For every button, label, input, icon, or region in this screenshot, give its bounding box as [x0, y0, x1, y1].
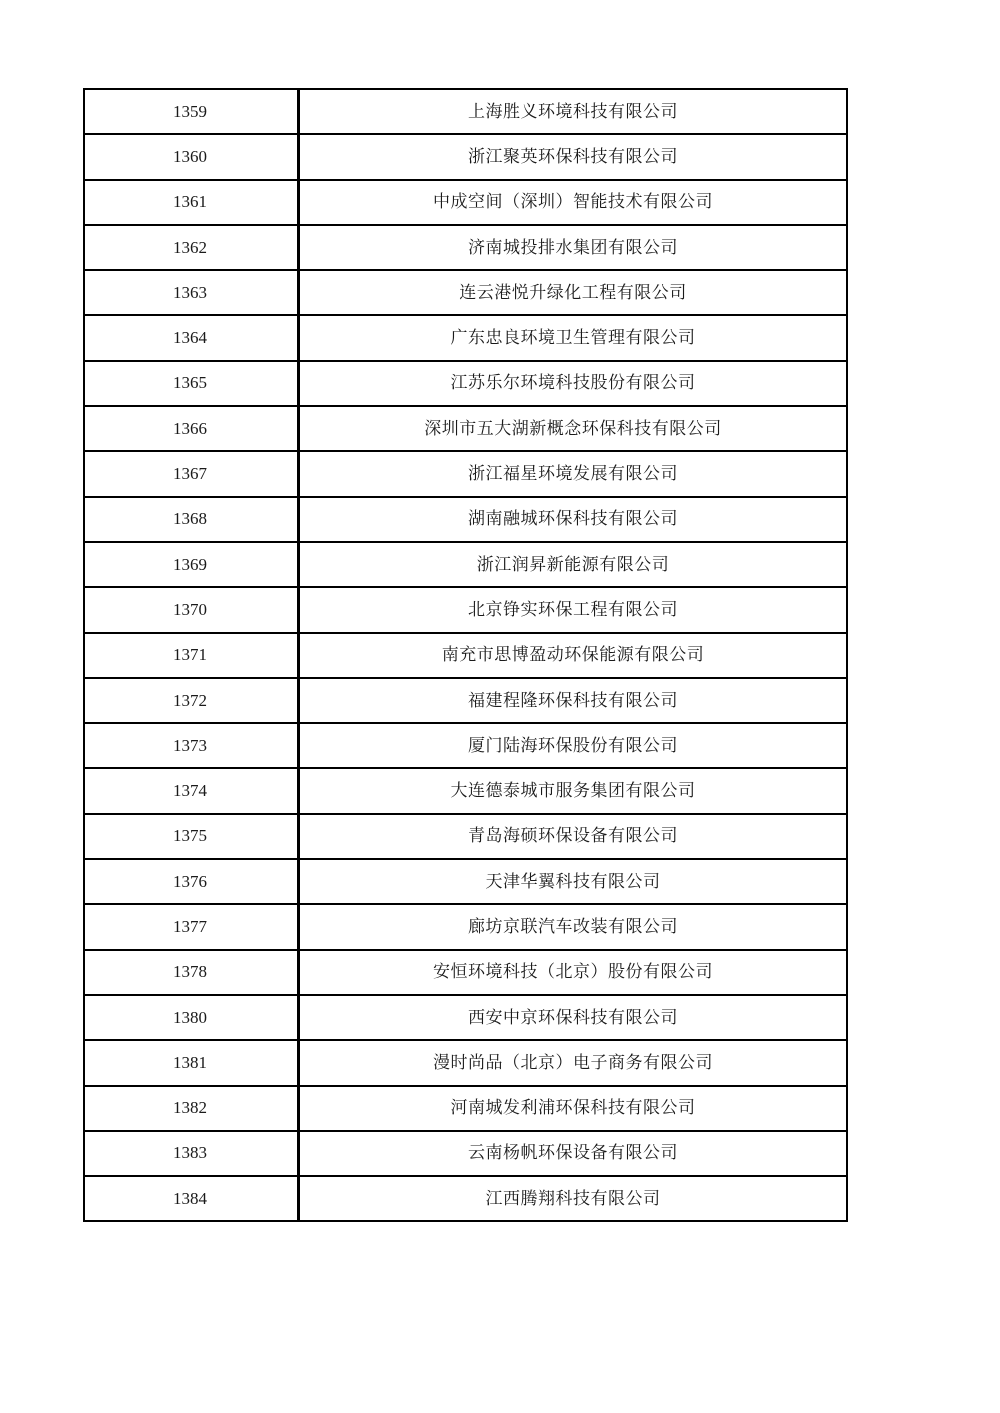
row-number: 1359 [84, 89, 299, 134]
company-name: 济南城投排水集团有限公司 [299, 225, 848, 270]
table-row [84, 1176, 847, 1221]
row-number: 1376 [84, 859, 299, 904]
company-name: 大连德泰城市服务集团有限公司 [299, 768, 848, 813]
table-row [84, 678, 847, 723]
row-number: 1365 [84, 361, 299, 406]
company-name: 中成空间（深圳）智能技术有限公司 [299, 180, 848, 225]
row-number: 1374 [84, 768, 299, 813]
company-name: 安恒环境科技（北京）股份有限公司 [299, 950, 848, 995]
row-number: 1382 [84, 1086, 299, 1131]
table-row [84, 950, 847, 995]
table-row [84, 1086, 847, 1131]
row-number: 1381 [84, 1040, 299, 1085]
company-name: 浙江聚英环保科技有限公司 [299, 134, 848, 179]
row-number: 1375 [84, 814, 299, 859]
row-number: 1380 [84, 995, 299, 1040]
row-number: 1383 [84, 1131, 299, 1176]
table-row [84, 134, 847, 179]
table-row [84, 315, 847, 360]
company-name: 南充市思博盈动环保能源有限公司 [299, 633, 848, 678]
company-name: 北京铮实环保工程有限公司 [299, 587, 848, 632]
row-number: 1360 [84, 134, 299, 179]
row-number: 1377 [84, 904, 299, 949]
company-name: 福建程隆环保科技有限公司 [299, 678, 848, 723]
table-row [84, 180, 847, 225]
row-number: 1384 [84, 1176, 299, 1221]
table-body [84, 89, 847, 1221]
table-row [84, 859, 847, 904]
table-row [84, 89, 847, 134]
row-number: 1369 [84, 542, 299, 587]
row-number: 1366 [84, 406, 299, 451]
company-name: 河南城发利浦环保科技有限公司 [299, 1086, 848, 1131]
table-row [84, 542, 847, 587]
row-number: 1372 [84, 678, 299, 723]
company-name: 广东忠良环境卫生管理有限公司 [299, 315, 848, 360]
company-name: 云南杨帆环保设备有限公司 [299, 1131, 848, 1176]
table-row [84, 1040, 847, 1085]
company-name: 连云港悦升绿化工程有限公司 [299, 270, 848, 315]
company-name: 江西腾翔科技有限公司 [299, 1176, 848, 1221]
table-row [84, 361, 847, 406]
company-name: 上海胜义环境科技有限公司 [299, 89, 848, 134]
company-name: 江苏乐尔环境科技股份有限公司 [299, 361, 848, 406]
table-row [84, 904, 847, 949]
company-name: 深圳市五大湖新概念环保科技有限公司 [299, 406, 848, 451]
table-row [84, 225, 847, 270]
row-number: 1371 [84, 633, 299, 678]
row-number: 1378 [84, 950, 299, 995]
table-row [84, 270, 847, 315]
row-number: 1364 [84, 315, 299, 360]
table-row [84, 1131, 847, 1176]
row-number: 1362 [84, 225, 299, 270]
company-name: 青岛海硕环保设备有限公司 [299, 814, 848, 859]
row-number: 1368 [84, 497, 299, 542]
table-row [84, 497, 847, 542]
row-number: 1367 [84, 451, 299, 496]
company-name: 浙江福星环境发展有限公司 [299, 451, 848, 496]
row-number: 1373 [84, 723, 299, 768]
company-name: 湖南融城环保科技有限公司 [299, 497, 848, 542]
table-row [84, 587, 847, 632]
company-name: 廊坊京联汽车改装有限公司 [299, 904, 848, 949]
row-number: 1361 [84, 180, 299, 225]
table-row [84, 633, 847, 678]
company-name: 厦门陆海环保股份有限公司 [299, 723, 848, 768]
row-number: 1363 [84, 270, 299, 315]
company-name: 天津华翼科技有限公司 [299, 859, 848, 904]
company-list-table [83, 88, 848, 1222]
table-row [84, 406, 847, 451]
company-name: 漫时尚品（北京）电子商务有限公司 [299, 1040, 848, 1085]
row-number: 1370 [84, 587, 299, 632]
table-row [84, 768, 847, 813]
table-row [84, 723, 847, 768]
table-row [84, 451, 847, 496]
table-row [84, 995, 847, 1040]
table-row [84, 814, 847, 859]
company-name: 西安中京环保科技有限公司 [299, 995, 848, 1040]
company-name: 浙江润昇新能源有限公司 [299, 542, 848, 587]
